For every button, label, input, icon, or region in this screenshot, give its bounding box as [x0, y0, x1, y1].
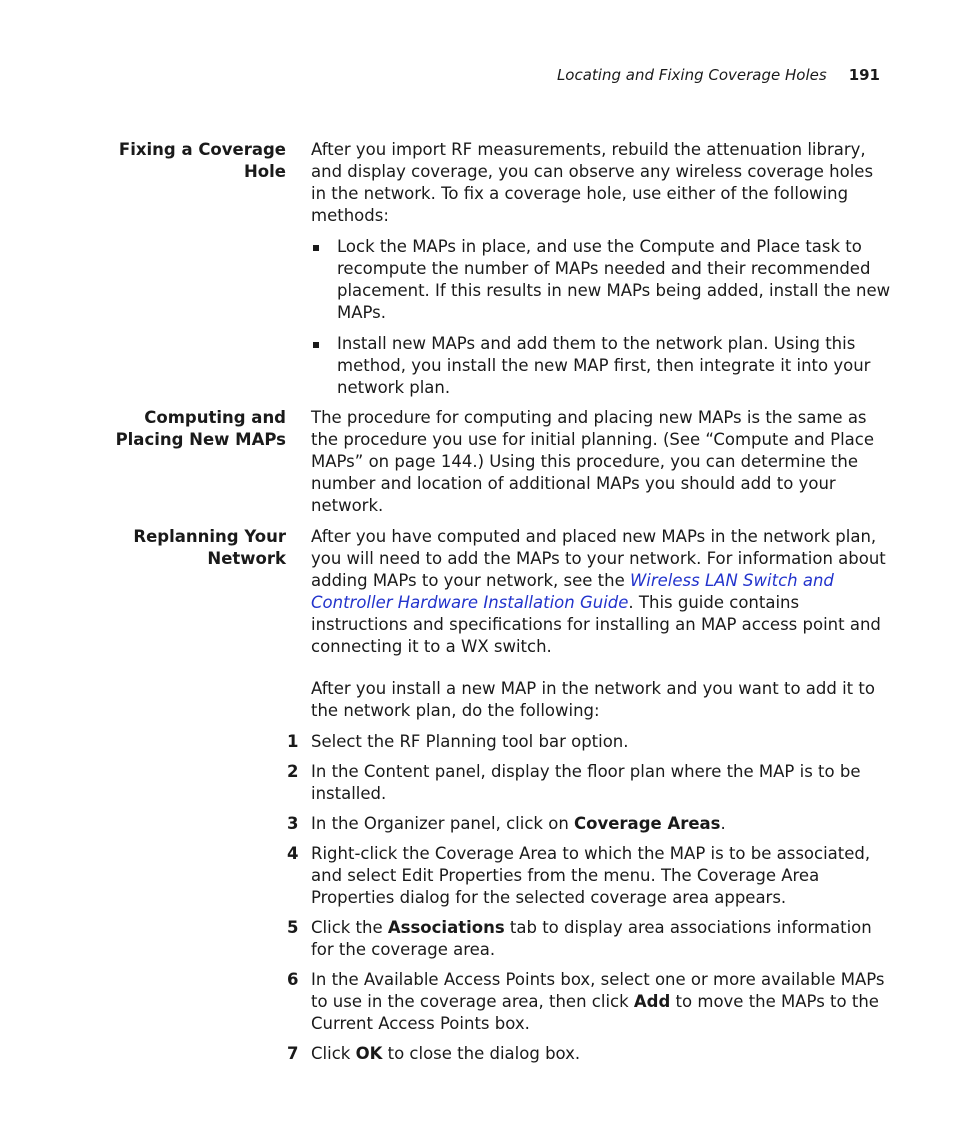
paragraph: The procedure for computing and placing new MAPs is the same as the procedure you use for initial planning. (See “Compute and Place MAPs” on page 144.) Using this procedure, you can determine the number and location of additional MAPs you should add to your network. [311, 408, 874, 515]
step-number: 6 [287, 970, 299, 989]
paragraph-text: After you have computed and placed new MAPs in the network plan, you will need to add the MAPs to your network. For information about adding MAPs to your network, see the [311, 527, 886, 590]
step-number: 3 [287, 814, 299, 833]
step-ui-term: Coverage Areas [574, 814, 721, 833]
header-title: Locating and Fixing Coverage Holes [556, 66, 827, 84]
step-text: In the Organizer panel, click on [311, 814, 575, 833]
paragraph-text: . This guide contains instructions and specifications for installing an MAP access point and connecting it to a WX switch. [311, 593, 881, 656]
step-text: Right-click the Coverage Area to which the MAP is to be associated, and select Edit Properties from the menu. The Coverage Area Properties dialog for the selected coverage area appears. [311, 844, 871, 907]
step-list [287, 731, 891, 1065]
section-heading [40, 407, 286, 451]
step-text: to close the dialog box. [382, 1044, 581, 1063]
section-body [311, 139, 891, 399]
list-item-text: Install new MAPs and add them to the network plan. Using this method, you install the new MAP first, then integrate it into your network plan. [337, 334, 871, 397]
step-text: Click [311, 1044, 356, 1063]
installation-guide-link[interactable]: Wireless LAN Switch and Controller Hardware Installation Guide [311, 571, 834, 612]
step-item [287, 813, 891, 835]
section-heading [40, 526, 286, 570]
step-item [287, 843, 891, 909]
step-number: 5 [287, 918, 299, 937]
step-number: 4 [287, 844, 299, 863]
step-text: Select the RF Planning tool bar option. [311, 732, 629, 751]
section-heading [40, 139, 286, 183]
heading-line: Hole [244, 162, 286, 181]
step-text: to move the MAPs to the Current Access Points box. [311, 992, 879, 1033]
step-item [287, 761, 891, 805]
step-number: 2 [287, 762, 299, 781]
step-ui-term: Add [633, 992, 671, 1011]
heading-line: Placing New MAPs [115, 430, 286, 449]
section-body [311, 407, 891, 517]
step-item [287, 969, 891, 1035]
step-number: 1 [287, 732, 299, 751]
bullet-list [311, 236, 891, 399]
running-header [557, 66, 880, 84]
step-item [287, 731, 891, 753]
list-item-text: Lock the MAPs in place, and use the Compute and Place task to recompute the number of MAPs needed and their recommended placement. If this results in new MAPs being added, install the new MAPs. [337, 237, 891, 322]
heading-line: Fixing a Coverage [118, 140, 286, 159]
list-item [311, 333, 891, 399]
step-text: tab to display area associations information for the coverage area. [311, 918, 872, 959]
step-number: 7 [287, 1044, 299, 1063]
step-text: Click the [311, 918, 388, 937]
paragraph [311, 526, 891, 658]
heading-line: Replanning Your [133, 527, 286, 546]
paragraph: After you install a new MAP in the network and you want to add it to the network plan, do the following: [311, 679, 875, 720]
step-text: In the Content panel, display the floor plan where the MAP is to be installed. [311, 762, 861, 803]
step-text: . [720, 814, 726, 833]
step-ui-term: Associations [387, 918, 505, 937]
step-item [287, 1043, 891, 1065]
heading-line: Network [207, 549, 286, 568]
step-ui-term: OK [355, 1044, 383, 1063]
bullet-square-icon [313, 245, 319, 251]
heading-line: Computing and [144, 408, 286, 427]
step-item [287, 917, 891, 961]
paragraph: After you import RF measurements, rebuild the attenuation library, and display coverage, you can observe any wireless coverage holes in the network. To fix a coverage hole, use either of the following methods: [311, 140, 874, 225]
list-item [311, 236, 891, 324]
step-text: In the Available Access Points box, select one or more available MAPs to use in the coverage area, then click [311, 970, 885, 1011]
page-number: 191 [848, 66, 880, 84]
bullet-square-icon [313, 342, 319, 348]
section-body [287, 526, 891, 1065]
